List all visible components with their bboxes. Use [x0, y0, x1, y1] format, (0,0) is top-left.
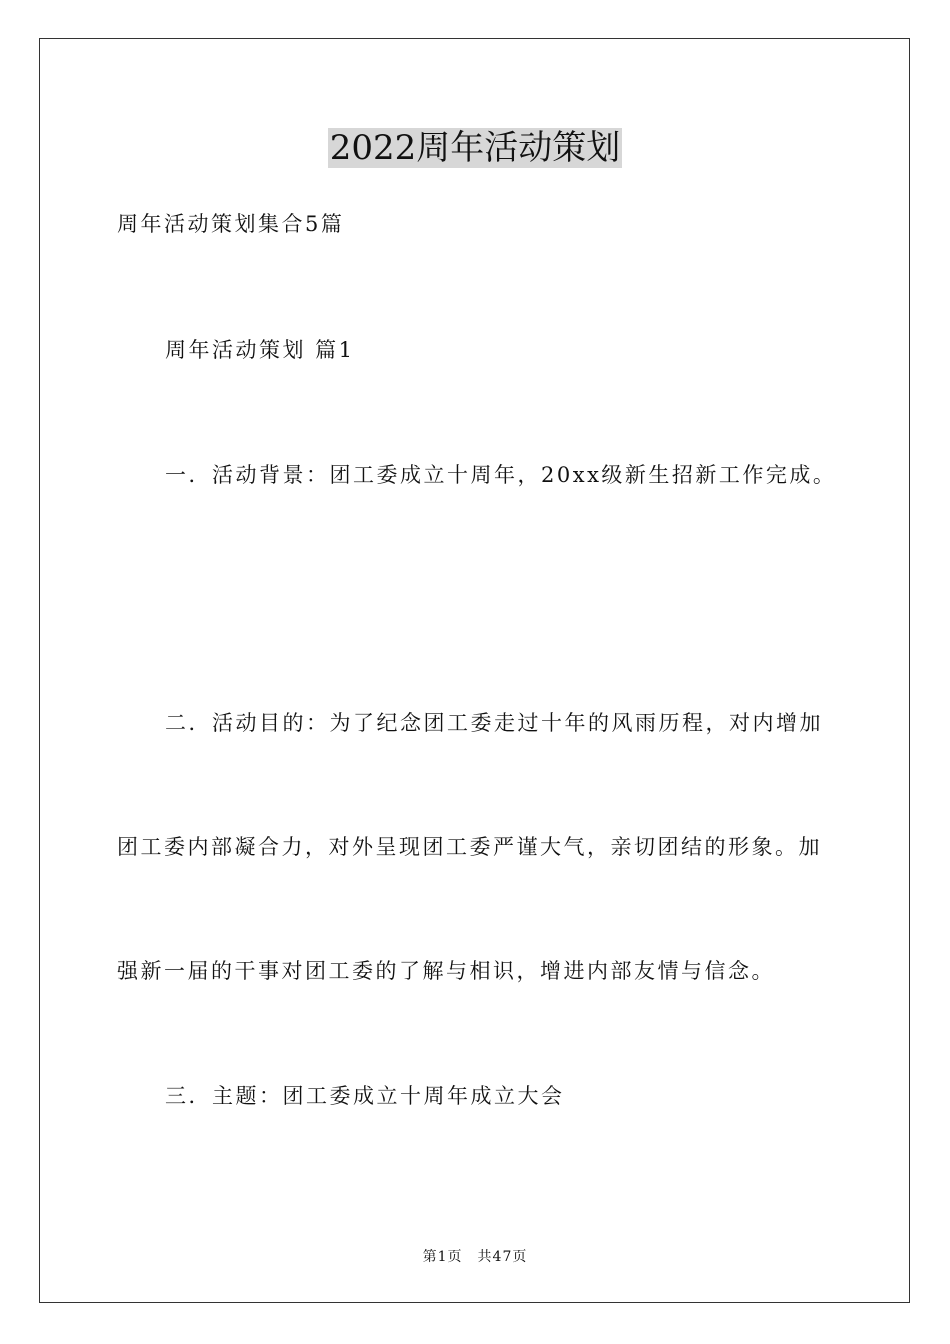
section-heading: 周年活动策划 篇1: [165, 338, 355, 362]
document-title-text: 2022周年活动策划: [329, 128, 621, 168]
document-title: [0, 126, 950, 170]
paragraph-background: 一．活动背景：团工委成立十周年，20xx级新生招新工作完成。: [165, 463, 837, 487]
paragraph-purpose-line-1: 二．活动目的：为了纪念团工委走过十年的风雨历程，对内增加: [165, 711, 823, 735]
paragraph-purpose-line-3: 强新一届的干事对团工委的了解与相识，增进内部友情与信念。: [117, 959, 775, 983]
paragraph-theme: 三．主题：团工委成立十周年成立大会: [165, 1084, 565, 1108]
paragraph-purpose-line-2: 团工委内部凝合力，对外呈现团工委严谨大气，亲切团结的形象。加: [117, 835, 822, 859]
page-footer: 第1页 共47页: [422, 1249, 528, 1265]
document-subtitle: 周年活动策划集合5篇: [117, 212, 345, 236]
